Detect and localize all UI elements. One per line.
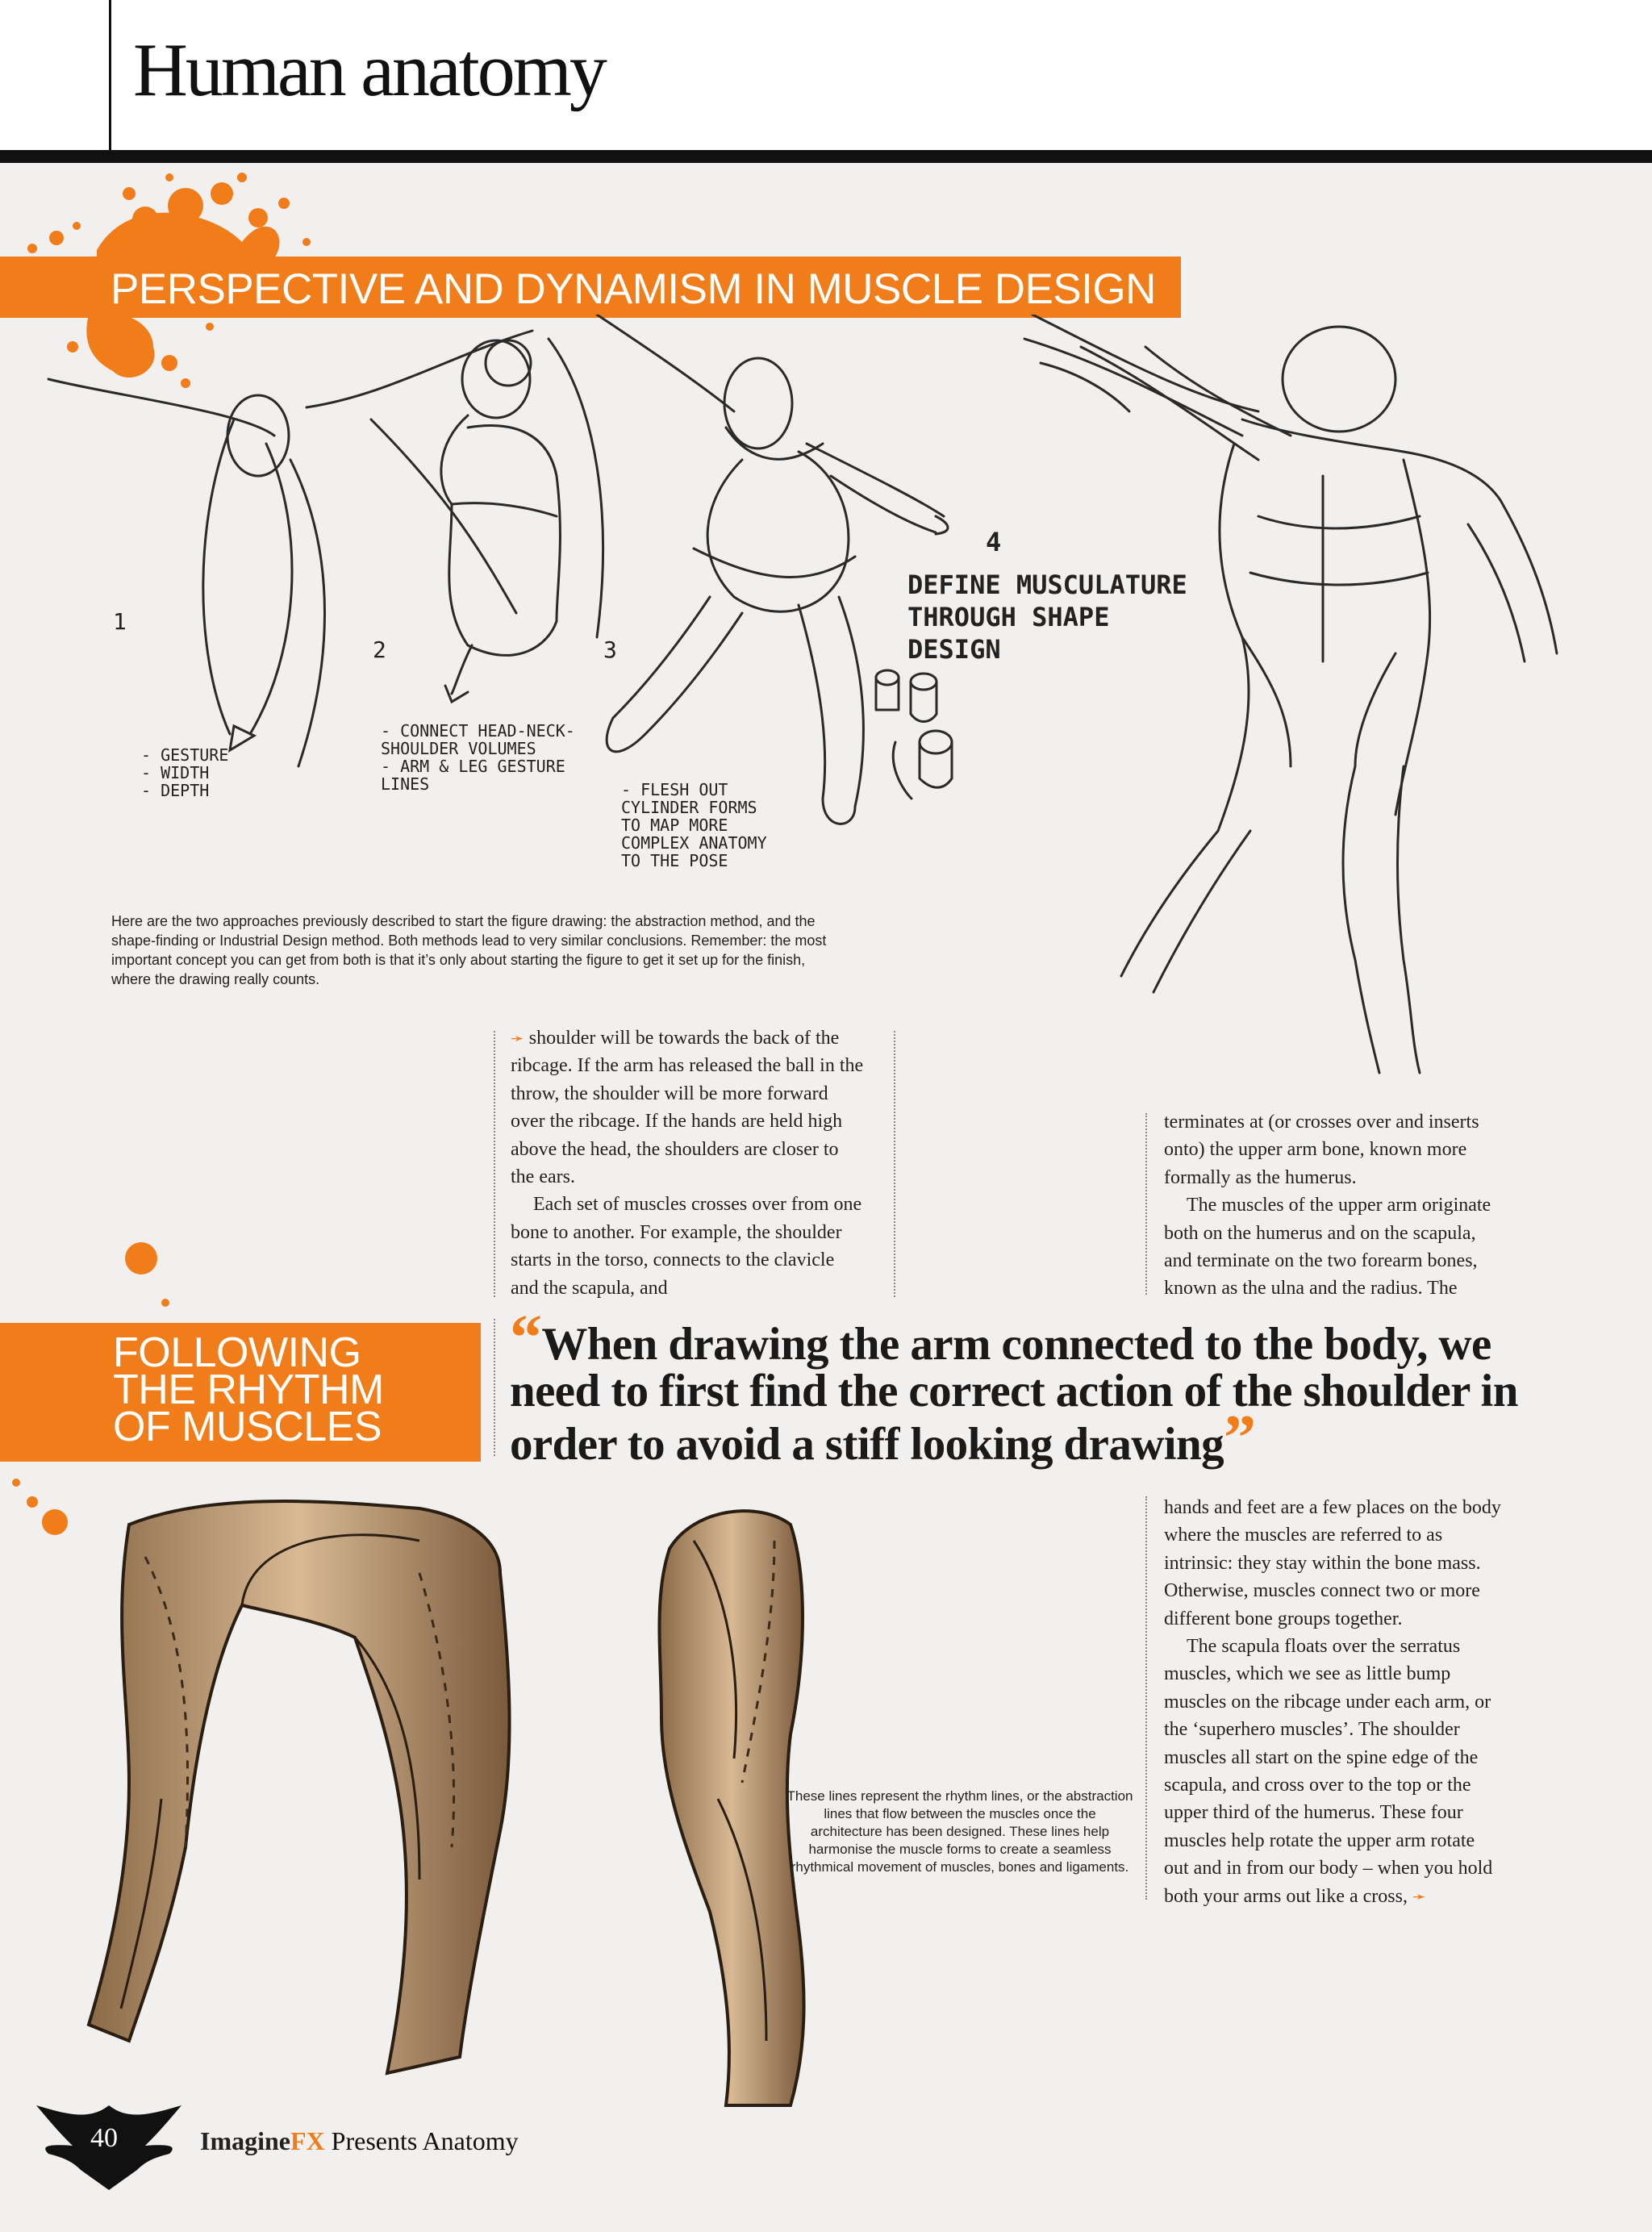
pull-quote-text: When drawing the arm connected to the body, we need to first find the correct action of the shoulder in order to avoid a stiff looking drawing [510,1319,1518,1470]
step-number-3: 3 [603,636,617,663]
section-banner-text: PERSPECTIVE AND DYNAMISM IN MUSCLE DESIGN [111,265,1156,313]
page-number: 40 [90,2123,118,2153]
paragraph: terminates at (or crosses over and inserts onto) the upper arm bone, known more formally as the humerus. [1164,1112,1479,1188]
step-note-4: DEFINE MUSCULATURE THROUGH SHAPE DESIGN [907,569,1187,665]
column-divider [1145,1113,1147,1295]
column-divider [894,1031,895,1297]
step-note-2: - CONNECT HEAD-NECK- SHOULDER VOLUMES - ARM & LEG GESTURE LINES [381,721,575,794]
body-column-3 [1164,1494,1503,1910]
quote-divider [494,1319,495,1456]
brand-publication: Anatomy [422,2126,519,2155]
section-title: Human anatomy [133,28,605,112]
close-quote-icon: ” [1224,1403,1256,1474]
body-column-2 [1164,1108,1503,1303]
brand-imagine: Imagine [200,2126,290,2155]
paragraph: hands and feet are a few places on the body where the muscles are referred to as intrinsic: they stay within the bone mass. Otherwise, muscles connect two or more different bone groups together. [1164,1497,1501,1629]
sketch-step-4 [1024,315,1557,1073]
publication-brand [200,2126,519,2156]
step-number-1: 1 [113,608,127,635]
paragraph: The scapula floats over the serratus muscles, which we see as little bump muscles on the ribcage under each arm, or the ‘superhero muscles’. The shoulder muscles all start on the spine edge of the scapula, and cross over to the top or the upper third of the humerus. These four muscles help rotate the upper arm rotate out and in from our body – when you hold both your arms out like a cross, [1164,1636,1493,1907]
sketch-step-1 [48,379,325,766]
step-number-2: 2 [373,636,386,663]
arm-right-drawing [660,1511,804,2105]
brand-presents: Presents [331,2126,418,2155]
continue-arrow-icon: ➛ [1412,1886,1426,1906]
sketch-step-2 [307,331,603,702]
figure-caption: Here are the two approaches previously described to start the figure drawing: the abstraction method, and the shape-finding or Industrial Design method. Both methods lead to very similar conclusions. Remember: the most important concept you can get from both is that it’s only about starting the figure to get it set up for the finish, where the drawing really counts. [111,913,827,987]
open-quote-icon: “ [510,1303,542,1374]
header-divider [109,0,111,153]
paragraph: Each set of muscles crosses over from one bone to another. For example, the shoulder starts in the torso, connects to the clavicle and the scapula, and [511,1194,862,1299]
column-divider [494,1031,495,1297]
section-banner-2-text: FOLLOWING THE RHYTHM OF MUSCLES [113,1329,384,1450]
pull-quote [510,1303,1550,1474]
paragraph: shoulder will be towards the back of the ribcage. If the arm has released the ball in the throw, the shoulder will be more forward over the ribcage. If the hands are held high above the head, the shoulders are closer to the ears. [511,1028,864,1188]
brand-fx: FX [290,2126,325,2155]
arm-left-drawing [89,1501,510,2073]
step-number-4: 4 [986,527,1002,557]
step-note-3: - FLESH OUT CYLINDER FORMS TO MAP MORE COMPLEX ANATOMY TO THE POSE [621,780,767,870]
body-column-1 [511,1024,866,1302]
continue-arrow-icon: ➛ [511,1028,524,1048]
paragraph: The muscles of the upper arm originate both on the humerus and on the scapula, and terminate on the two forearm bones, known as the ulna and the radius. The [1164,1195,1491,1300]
step-note-1: - GESTURE - WIDTH - DEPTH [141,745,229,800]
sketch-step-3 [597,315,952,824]
column-divider [1145,1496,1147,1900]
arm-caption: These lines represent the rhythm lines, or the abstraction lines that flow between the muscles once the architecture has been designed. These lines help harmonise the muscle forms to create a seamless rhythmical movement of muscles, bones and ligaments. [786,1788,1133,1875]
